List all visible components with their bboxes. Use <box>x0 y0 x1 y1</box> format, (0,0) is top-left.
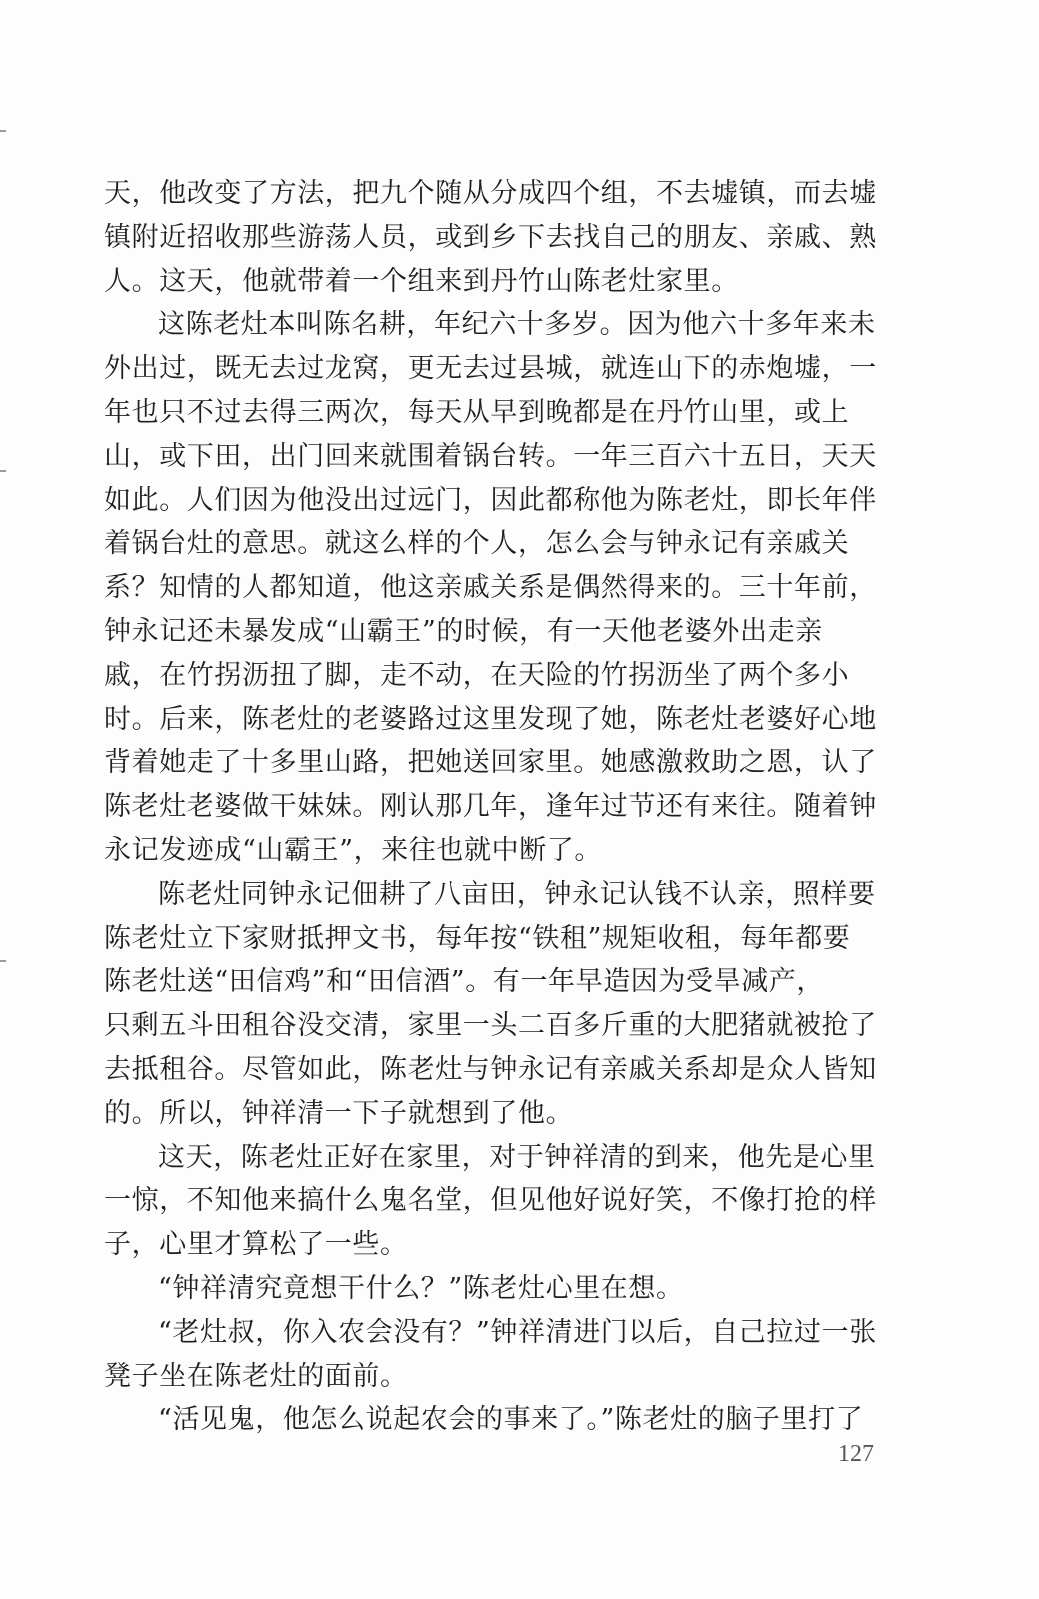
text-line: 永记发迹成“山霸王”，来往也就中断了。 <box>104 834 603 866</box>
paragraph <box>104 1311 910 1399</box>
paragraph <box>104 303 910 872</box>
body-text <box>104 172 910 1442</box>
text-line: 戚，在竹拐沥扭了脚，走不动，在天险的竹拐沥坐了两个多小 <box>104 659 850 691</box>
text-line: 系？知情的人都知道，他这亲戚关系是偶然得来的。三十年前， <box>104 572 877 604</box>
text-line: 着锅台灶的意思。就这么样的个人，怎么会与钟永记有亲戚关 <box>104 528 850 560</box>
page-number: 127 <box>838 1441 874 1467</box>
scan-edge-mark <box>0 130 6 132</box>
text-line: 这天，陈老灶正好在家里，对于钟祥清的到来，他先是心里 <box>158 1141 876 1173</box>
text-line: 只剩五斗田租谷没交清，家里一头二百多斤重的大肥猪就被抢了 <box>104 1010 877 1042</box>
paragraph <box>104 873 910 1136</box>
paragraph <box>104 172 910 303</box>
text-line: 陈老灶送“田信鸡”和“田信酒”。有一年早造因为受旱减产， <box>104 966 825 998</box>
text-line: “老灶叔，你入农会没有？”钟祥清进门以后，自己拉过一张 <box>158 1316 877 1348</box>
text-line: 外出过，既无去过龙窝，更无去过县城，就连山下的赤炮墟，一 <box>104 353 877 385</box>
text-line: 如此。人们因为他没出过远门，因此都称他为陈老灶，即长年伴 <box>104 484 877 516</box>
text-line: 一惊，不知他来搞什么鬼名堂，但见他好说好笑，不像打抢的样 <box>104 1185 877 1217</box>
text-line: 这陈老灶本叫陈名耕，年纪六十多岁。因为他六十多年来未 <box>158 309 876 341</box>
text-line: 钟永记还未暴发成“山霸王”的时候，有一天他老婆外出走亲 <box>104 615 823 647</box>
text-line: 镇附近招收那些游荡人员，或到乡下去找自己的朋友、亲戚、熟 <box>104 221 877 253</box>
paragraph <box>104 1398 910 1442</box>
text-line: 时。后来，陈老灶的老婆路过这里发现了她，陈老灶老婆好心地 <box>104 703 877 735</box>
text-line: 山，或下田，出门回来就围着锅台转。一年三百六十五日，天天 <box>104 440 877 472</box>
text-line: 陈老灶同钟永记佃耕了八亩田，钟永记认钱不认亲，照样要 <box>158 878 876 910</box>
scan-edge-mark <box>0 470 6 472</box>
text-line: 人。这天，他就带着一个组来到丹竹山陈老灶家里。 <box>104 265 739 297</box>
text-line: 的。所以，钟祥清一下子就想到了他。 <box>104 1097 574 1129</box>
text-line: 陈老灶立下家财抵押文书，每年按“铁租”规矩收租，每年都要 <box>104 922 851 954</box>
paragraph <box>104 1267 910 1311</box>
text-line: 凳子坐在陈老灶的面前。 <box>104 1360 408 1392</box>
text-line: 去抵租谷。尽管如此，陈老灶与钟永记有亲戚关系却是众人皆知 <box>104 1053 877 1085</box>
text-line: 天，他改变了方法，把九个随从分成四个组，不去墟镇，而去墟 <box>104 178 877 209</box>
text-line: 子，心里才算松了一些。 <box>104 1229 408 1261</box>
scan-edge-mark <box>0 960 6 962</box>
text-line: 背着她走了十多里山路，把她送回家里。她感激救助之恩，认了 <box>104 747 877 779</box>
text-line: 年也只不过去得三两次，每天从早到晚都是在丹竹山里，或上 <box>104 396 850 428</box>
text-line: “钟祥清究竟想干什么？”陈老灶心里在想。 <box>158 1272 684 1304</box>
text-line: “活见鬼，他怎么说起农会的事来了。”陈老灶的脑子里打了 <box>158 1404 864 1436</box>
text-line: 陈老灶老婆做干妹妹。刚认那几年，逢年过节还有来往。随着钟 <box>104 791 877 823</box>
paragraph <box>104 1136 910 1267</box>
